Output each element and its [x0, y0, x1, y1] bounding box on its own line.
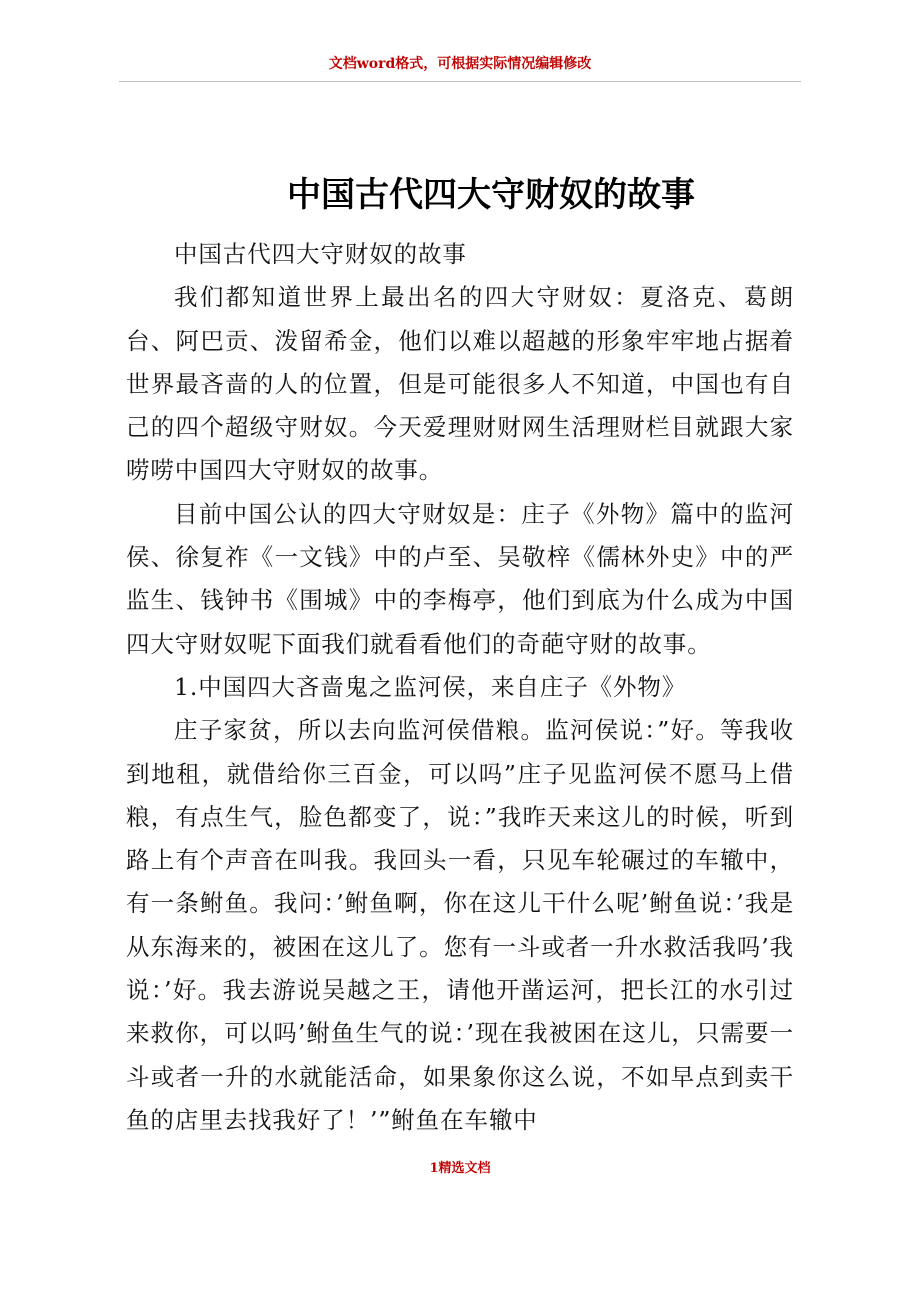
- page-header-note: 文档word格式，可根据实际情况编辑修改: [328, 56, 592, 72]
- paragraph-subtitle: 中国古代四大守财奴的故事: [174, 240, 467, 268]
- paragraph-overview: 目前中国公认的四大守财奴是：庄子《外物》篇中的监河侯、徐复祚《一文钱》中的卢至、吴敬梓《儒林外史》中的严监生、钱钟书《围城》中的李梅亭，他们到底为什么成为中国四大守财奴呢下面我们就看看他们的奇葩守财的故事。: [126, 499, 794, 658]
- paragraph-section-heading: 1.中国四大吝啬鬼之监河侯，来自庄子《外物》: [174, 672, 687, 701]
- paragraph-intro: 我们都知道世界上最出名的四大守财奴：夏洛克、葛朗台、阿巴贡、泼留希金，他们以难以超越的形象牢牢地占据着世界最吝啬的人的位置，但是可能很多人不知道，中国也有自己的四个超级守财奴。今天爱理财财网生活理财栏目就跟大家唠唠中国四大守财奴的故事。: [126, 283, 794, 485]
- page-footer-label: 1精选文档: [429, 1161, 491, 1176]
- document-body: [126, 233, 794, 1142]
- document-title: 中国古代四大守财奴的故事: [287, 175, 695, 215]
- paragraph-story: 庄子家贫，所以去向监河侯借粮。监河侯说：”好。等我收到地租，就借给你三百金，可以吗”庄子见监河侯不愿马上借粮，有点生气，脸色都变了，说：”我昨天来这儿的时候，听到路上有个声音在叫我。我回头一看，只见车轮碾过的车辙中，有一条鲋鱼。我问：’鲋鱼啊，你在这儿干什么呢’鲋鱼说：’我是从东海来的，被困在这儿了。您有一斗或者一升水救活我吗’我说：’好。我去游说吴越之王，请他开凿运河，把长江的水引过来救你，可以吗’鲋鱼生气的说：’现在我被困在这儿，只需要一斗或者一升的水就能活命，如果象你这么说，不如早点到卖干鱼的店里去找我好了！’”鲋鱼在车辙中: [126, 716, 794, 1134]
- header-divider: [119, 81, 801, 82]
